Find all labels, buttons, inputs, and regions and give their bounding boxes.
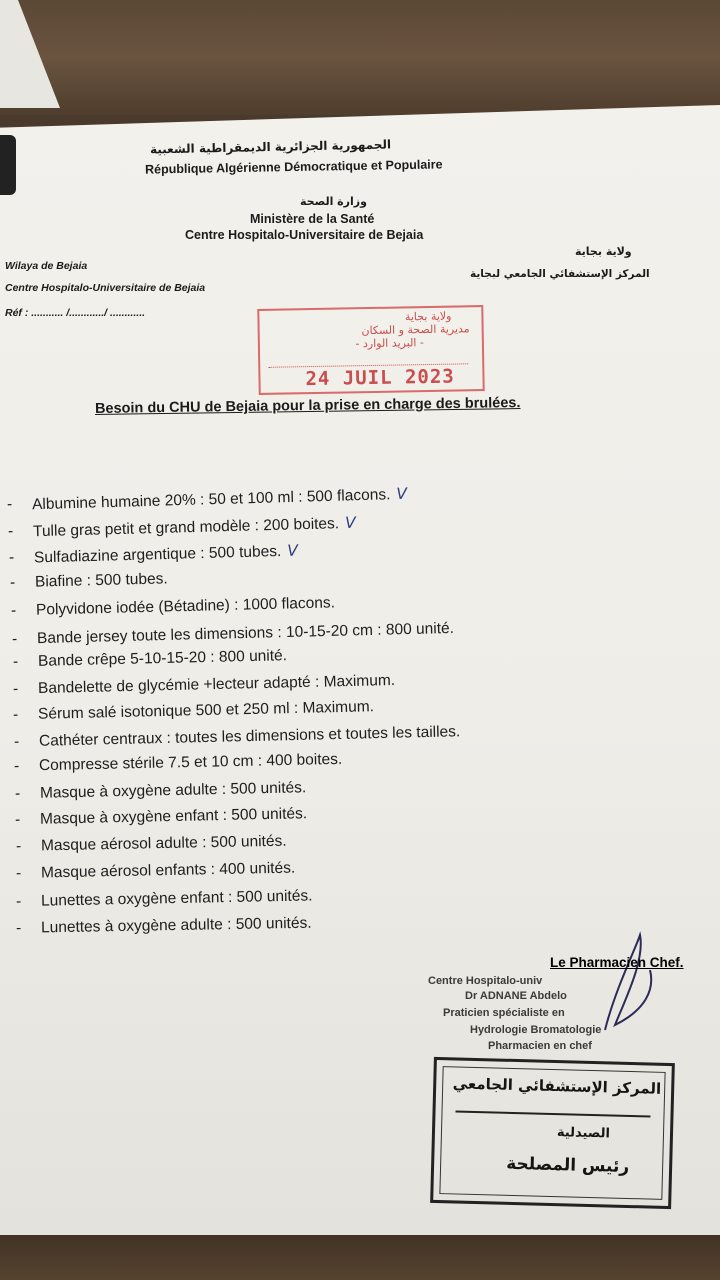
list-item: - Biafine : 500 tubes. [9,570,168,592]
wooden-table-top [0,0,720,115]
list-item: - Compresse stérile 7.5 et 10 cm : 400 boites. [13,750,343,775]
received-mail-stamp [257,305,484,395]
list-item: - Masque aérosol enfants : 400 unités. [15,859,296,882]
list-item: - Masque à oxygène adulte : 500 unités. [14,779,307,803]
reference-line: Réf : ........... /............/ ............ [5,307,146,319]
signature-line-4: Hydrologie Bromatologie [470,1024,602,1036]
list-item: - Masque aérosol adulte : 500 unités. [15,832,287,855]
list-item: - Lunettes a oxygène enfant : 500 unités. [15,887,313,911]
stamp-wilaya: ولاية بجاية [404,309,452,324]
list-item: - Polyvidone iodée (Bétadine) : 1000 flacons. [10,594,336,620]
stamp-incoming-mail: - البريد الوارد - [355,336,424,351]
check-mark-icon: V [344,513,356,533]
header-republic-french: République Algérienne Démocratique et Populaire [144,157,443,177]
list-item: - Sérum salé isotonique 500 et 250 ml : Maximum. [12,698,375,724]
header-ministry-french: Ministère de la Santé [250,212,375,226]
header-republic-arabic: الجمهورية الجزائرية الديمقراطية الشعبية [149,137,392,157]
signature-line-3: Praticien spécialiste en [443,1007,565,1019]
signature-line-2: Dr ADNANE Abdelo [465,990,567,1002]
stamp-directorate: مديرية الصحة و السكان [361,322,470,338]
header-ministry-arabic: وزارة الصحة [300,195,367,208]
list-item: - Bandelette de glycémie +lecteur adapté : Maximum. [12,671,396,698]
pharmacy-official-stamp [430,1057,675,1209]
official-stamp-line-1: المركز الإستشفائي الجامعي [452,1074,662,1098]
official-stamp-line-2: الصيدلية [556,1125,611,1142]
hospital-label: Centre Hospitalo-Universitaire de Bejaia [5,282,206,294]
list-item: - Tulle gras petit et grand modèle : 200 boites. V [7,513,356,541]
list-item: - Cathéter centraux : toutes les dimensions et toutes les tailles. [13,723,461,751]
signature-block [425,955,720,1055]
list-item: - Sulfadiazine argentique : 500 tubes. V [8,541,299,567]
hospital-arabic: المركز الإستشفائي الجامعي لبجاية [470,268,650,280]
check-mark-icon: V [396,484,408,504]
binder-clip [0,135,16,195]
signature-title: Le Pharmacien Chef. [550,955,684,970]
wilaya-label: Wilaya de Bejaia [5,260,88,272]
list-item: - Albumine humaine 20% : 50 et 100 ml : 500 flacons. V [6,484,408,514]
header-hospital-french: Centre Hospitalo-Universitaire de Bejaia [185,228,424,242]
list-item: - Bande jersey toute les dimensions : 10-15-20 cm : 800 unité. [11,619,455,648]
signature-line-5: Pharmacien en chef [488,1040,592,1052]
stamp-date: 24 JUIL 2023 [305,365,455,391]
check-mark-icon: V [287,541,299,560]
wilaya-arabic: ولاية بجاية [575,245,632,258]
official-stamp-line-3: رئيس المصلحة [505,1153,630,1178]
document-title: Besoin du CHU de Bejaia pour la prise en charge des brulées. [94,395,521,417]
list-item: - Bande crêpe 5-10-15-20 : 800 unité. [12,647,288,671]
list-item: - Masque à oxygène enfant : 500 unités. [14,805,308,829]
signature-line-1: Centre Hospitalo-univ [428,975,543,987]
list-item: - Lunettes à oxygène adulte : 500 unités. [15,914,312,937]
